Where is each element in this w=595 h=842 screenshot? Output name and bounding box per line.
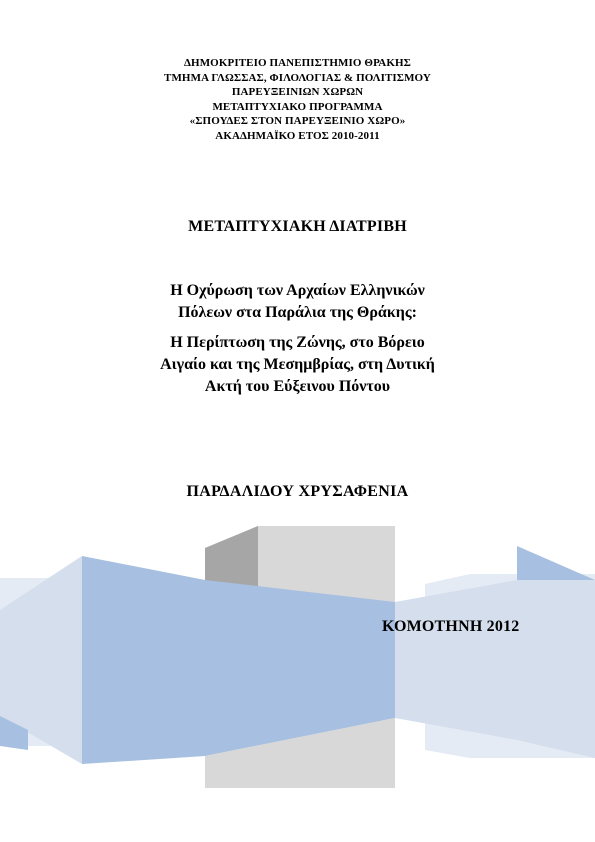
institution-header (0, 56, 595, 144)
thesis-title (0, 280, 595, 398)
title-line: Η Οχύρωση των Αρχαίων Ελληνικών (170, 282, 425, 299)
subtitle-line: Η Περίπτωση της Ζώνης, στο Βόρειο (170, 334, 425, 351)
subtitle-line: Αιγαίο και της Μεσημβρίας, στη Δυτική (160, 356, 435, 373)
title-line: Πόλεων στα Παράλια της Θράκης: (178, 304, 417, 321)
institution-line: «ΣΠΟΥΔΕΣ ΣΤΟΝ ΠΑΡΕΥΞΕΙΝΙΟ ΧΩΡΟ» (189, 115, 406, 128)
location-year: ΚΟΜΟΤΗΝΗ 2012 (382, 618, 520, 635)
institution-line: ΤΜΗΜΑ ΓΛΩΣΣΑΣ, ΦΙΛΟΛΟΓΙΑΣ & ΠΟΛΙΤΙΣΜΟΥ (164, 71, 431, 84)
institution-line: ΜΕΤΑΠΤΥΧΙΑΚΟ ΠΡΟΓΡΑΜΜΑ (212, 100, 383, 113)
title-spacer (0, 324, 595, 332)
decor-shape-lightblue-right (517, 580, 595, 758)
decor-shape-lightblue-center (395, 580, 517, 740)
institution-line: ΑΚΑΔΗΜΑΪΚΟ ΕΤΟΣ 2010-2011 (215, 129, 380, 142)
institution-line: ΠΑΡΕΥΞΕΙΝΙΩΝ ΧΩΡΩΝ (231, 86, 364, 99)
institution-line: ΔΗΜΟΚΡΙΤΕΙΟ ΠΑΝΕΠΙΣΤΗΜΙΟ ΘΡΑΚΗΣ (184, 57, 411, 69)
decor-shape-blue-right-top (517, 546, 595, 580)
decorative-graphic (0, 518, 595, 788)
thesis-type-heading: ΜΕΤΑΠΤΥΧΙΑΚΗ ΔΙΑΤΡΙΒΗ (188, 218, 407, 235)
author-name: ΠΑΡΔΑΛΙΔΟΥ ΧΡΥΣΑΦΕΝΙΑ (186, 483, 409, 500)
subtitle-line: Ακτή του Εύξεινου Πόντου (204, 378, 391, 395)
